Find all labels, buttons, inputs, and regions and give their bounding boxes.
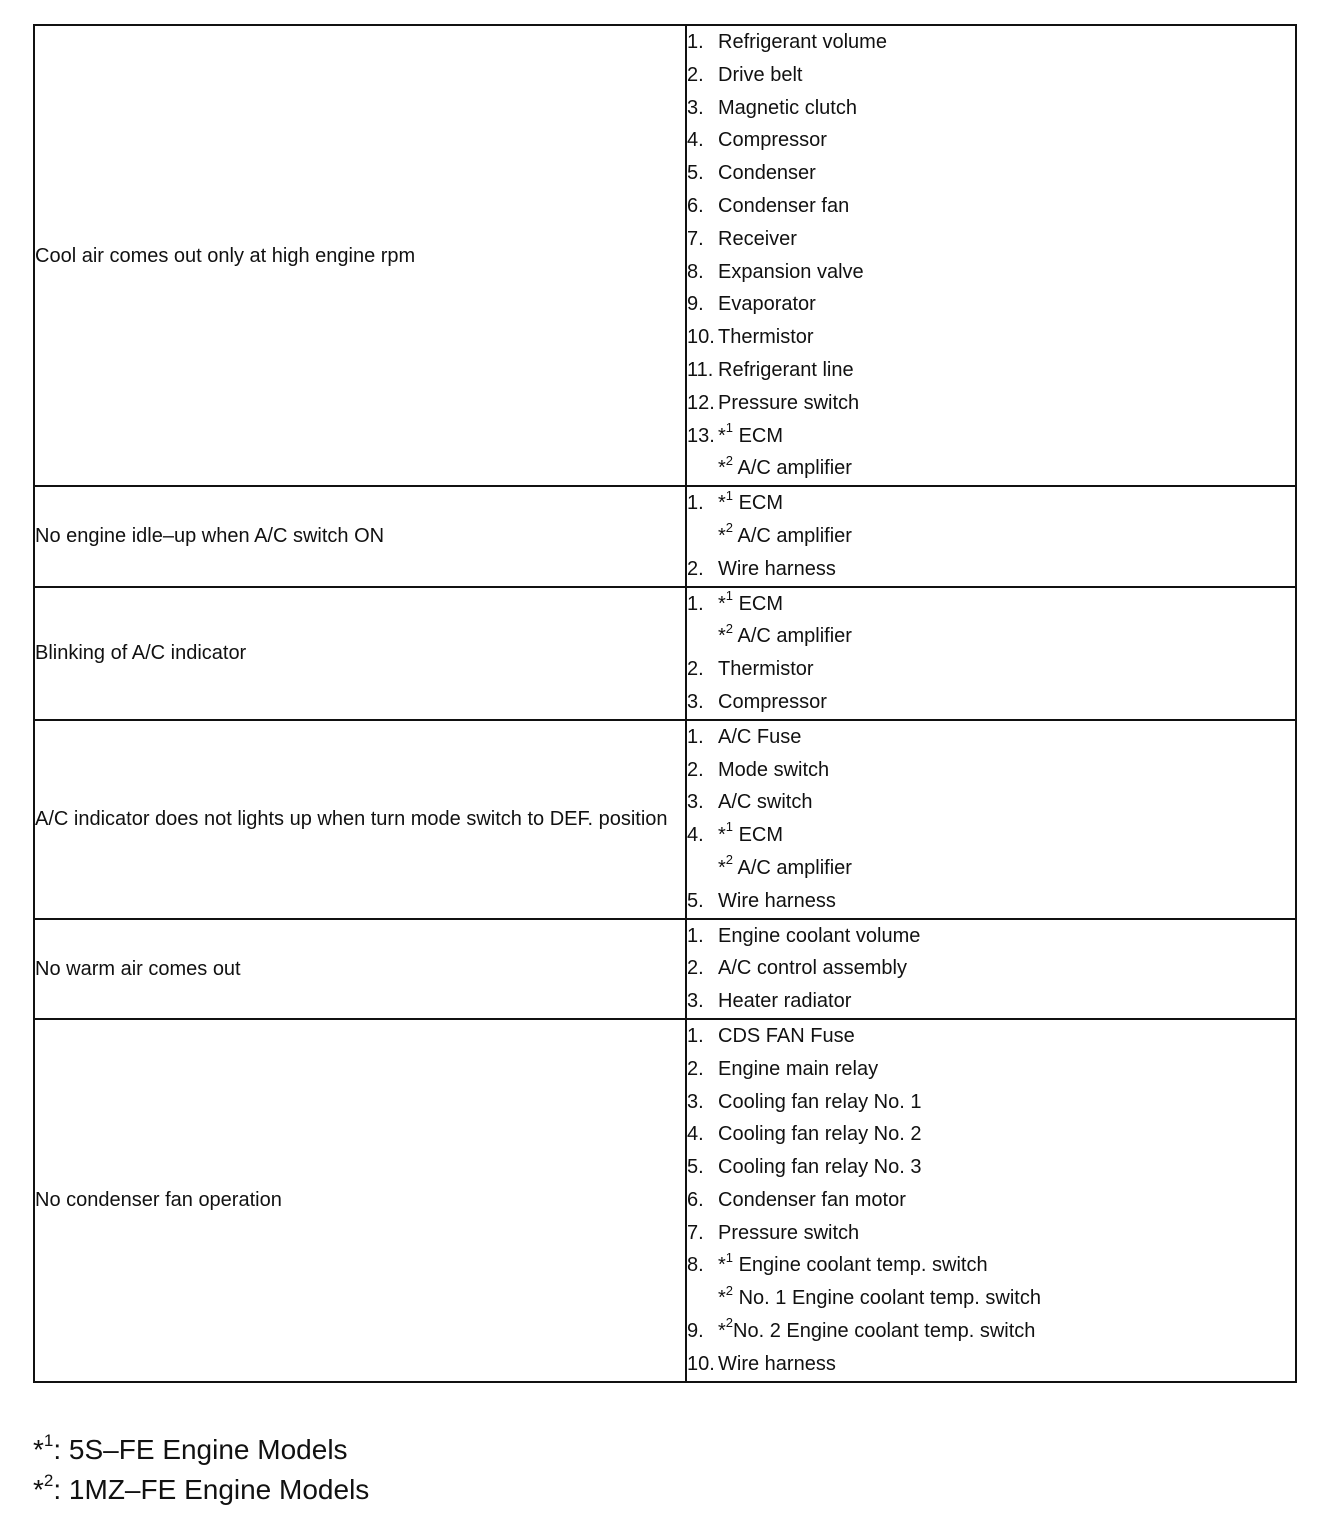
part-item (687, 588, 1295, 621)
part-number: 2. (687, 1057, 704, 1080)
part-number: 1. (687, 492, 704, 515)
part-name: CDS FAN Fuse (718, 1024, 855, 1047)
part-number: 3. (687, 791, 704, 814)
part-number: 2. (687, 557, 704, 580)
parts-cell (686, 919, 1296, 1019)
engine-model-mark: *$^1$ (718, 819, 734, 847)
part-name: No. 2 Engine coolant temp. switch (733, 1320, 1036, 1343)
engine-model-mark: *$^1$ (718, 587, 734, 615)
engine-model-mark-sup: 1 (725, 487, 734, 503)
part-name: Mode switch (718, 758, 830, 781)
part-name: Refrigerant volume (718, 31, 887, 53)
part-name: Refrigerant line (718, 358, 854, 381)
engine-model-mark: *$^2$ (718, 620, 734, 648)
part-name: ECM (733, 492, 784, 515)
part-number: 12. (687, 391, 715, 414)
part-item (687, 721, 1295, 754)
engine-model-mark: *$^2$ (718, 1315, 734, 1343)
part-number: 13. (687, 424, 715, 447)
part-name: Engine main relay (718, 1057, 879, 1080)
part-number: 5. (687, 1156, 704, 1179)
footnote-1 (33, 1430, 369, 1470)
part-number: 4. (687, 129, 704, 152)
part-number: 9. (687, 1320, 704, 1343)
part-name: Drive belt (718, 63, 803, 86)
table-row (34, 919, 1296, 1019)
footnotes (33, 1430, 369, 1510)
part-item (687, 321, 1295, 354)
parts-cell (686, 1019, 1296, 1382)
engine-model-mark: *$^1$ (718, 1249, 734, 1277)
engine-model-mark-sup: 2 (725, 1315, 734, 1331)
part-name: Cooling fan relay No. 2 (718, 1123, 922, 1146)
part-number: 11. (687, 358, 714, 381)
engine-model-mark-sup: 1 (725, 419, 734, 435)
part-number: 1. (687, 1024, 704, 1047)
part-item (687, 1053, 1295, 1086)
part-item (687, 26, 1295, 59)
parts-cell (686, 587, 1296, 720)
part-number: 6. (687, 194, 704, 217)
engine-model-mark-sup: 2 (725, 1282, 734, 1298)
part-number: 3. (687, 990, 704, 1013)
symptom-cell: A/C indicator does not lights up when turn mode switch to DEF. position (34, 720, 686, 919)
symptom-cell: Cool air comes out only at high engine rpm (34, 25, 686, 486)
table-row (34, 720, 1296, 919)
engine-model-mark: *$^2$ (718, 1282, 734, 1310)
part-item (687, 920, 1295, 953)
part-name: A/C Fuse (718, 725, 802, 748)
part-number: 1. (687, 592, 704, 615)
engine-model-mark: *$^1$ (718, 419, 734, 447)
part-item (687, 885, 1295, 918)
part-item (687, 1282, 1295, 1315)
part-item (687, 190, 1295, 223)
part-name: Engine coolant temp. switch (733, 1254, 988, 1277)
table-row (34, 486, 1296, 586)
footnote-mark-sup: 2 (43, 1470, 54, 1490)
part-name: Condenser fan motor (718, 1188, 906, 1211)
part-item (687, 653, 1295, 686)
part-name: Condenser (718, 162, 816, 185)
part-number: 2. (687, 658, 704, 681)
engine-model-mark: *$^2$ (718, 520, 734, 547)
part-number: 3. (687, 96, 704, 119)
part-name: Wire harness (718, 1352, 836, 1375)
part-number: 5. (687, 162, 704, 185)
part-item (687, 124, 1295, 157)
footnote-text: : 5S–FE Engine Models (53, 1434, 348, 1465)
part-name: Pressure switch (718, 1221, 860, 1244)
part-name: Receiver (718, 227, 797, 250)
part-item (687, 819, 1295, 852)
part-number: 1. (687, 924, 704, 947)
part-name: Compressor (718, 690, 827, 713)
footnote-mark: *$^2$ (33, 1470, 54, 1505)
part-item (687, 420, 1295, 453)
part-number: 2. (687, 957, 704, 980)
part-item (687, 520, 1295, 553)
table-row (34, 587, 1296, 720)
footnote-text: : 1MZ–FE Engine Models (53, 1474, 370, 1505)
part-name: Heater radiator (718, 990, 852, 1013)
part-name: Evaporator (718, 293, 816, 316)
part-number: 2. (687, 63, 704, 86)
part-item (687, 1151, 1295, 1184)
part-name: A/C amplifier (733, 856, 852, 879)
table-row (34, 1019, 1296, 1382)
footnote-mark-sup: 1 (43, 1430, 54, 1450)
parts-cell (686, 486, 1296, 586)
footnote-2 (33, 1470, 369, 1510)
parts-cell (686, 25, 1296, 486)
part-item (687, 256, 1295, 289)
engine-model-mark: *$^2$ (718, 852, 734, 879)
part-number: 1. (687, 31, 704, 53)
engine-model-mark: *$^2$ (718, 452, 734, 480)
part-item (687, 553, 1295, 586)
part-number: 8. (687, 1254, 704, 1277)
symptom-cell: No engine idle–up when A/C switch ON (34, 486, 686, 586)
part-item (687, 1020, 1295, 1053)
part-item (687, 59, 1295, 92)
part-item (687, 686, 1295, 719)
part-item (687, 223, 1295, 256)
engine-model-mark-sup: 2 (725, 620, 734, 636)
part-name: A/C amplifier (733, 625, 852, 648)
part-item (687, 952, 1295, 985)
symptom-cell: Blinking of A/C indicator (34, 587, 686, 720)
engine-model-mark-sup: 2 (725, 852, 734, 868)
part-number: 3. (687, 1090, 704, 1113)
part-name: Cooling fan relay No. 3 (718, 1156, 922, 1179)
part-item (687, 1249, 1295, 1282)
part-number: 4. (687, 824, 704, 847)
table-row (34, 25, 1296, 486)
part-number: 7. (687, 227, 704, 250)
part-item (687, 1348, 1295, 1381)
part-number: 4. (687, 1123, 704, 1146)
symptom-cell: No warm air comes out (34, 919, 686, 1019)
part-item (687, 157, 1295, 190)
part-name: ECM (733, 824, 784, 847)
part-name: ECM (733, 424, 784, 447)
part-item (687, 354, 1295, 387)
part-number: 10. (687, 1352, 715, 1375)
part-item (687, 620, 1295, 653)
troubleshooting-table (33, 24, 1297, 1383)
part-name: Expansion valve (718, 260, 864, 283)
part-number: 1. (687, 725, 704, 748)
part-name: Pressure switch (718, 391, 860, 414)
part-item (687, 1118, 1295, 1151)
footnote-mark: *$^1$ (33, 1430, 54, 1465)
part-item (687, 452, 1295, 485)
part-name: Condenser fan (718, 194, 850, 217)
engine-model-mark-sup: 1 (725, 819, 734, 835)
part-item (687, 487, 1295, 520)
part-number: 3. (687, 690, 704, 713)
part-name: Thermistor (718, 658, 814, 681)
part-name: ECM (733, 592, 784, 615)
engine-model-mark-sup: 1 (725, 1249, 734, 1265)
part-item (687, 1086, 1295, 1119)
part-number: 10. (687, 326, 715, 349)
part-item (687, 985, 1295, 1018)
part-name: No. 1 Engine coolant temp. switch (733, 1287, 1041, 1310)
part-item (687, 1315, 1295, 1348)
symptom-cell: No condenser fan operation (34, 1019, 686, 1382)
part-name: Magnetic clutch (718, 96, 857, 119)
part-name: A/C switch (718, 791, 813, 814)
part-item (687, 1184, 1295, 1217)
engine-model-mark: *$^1$ (718, 487, 734, 515)
part-item (687, 92, 1295, 125)
part-name: A/C amplifier (733, 457, 852, 480)
part-number: 7. (687, 1221, 704, 1244)
part-name: Thermistor (718, 326, 814, 349)
engine-model-mark-sup: 2 (725, 452, 734, 468)
part-name: Compressor (718, 129, 827, 152)
part-item (687, 387, 1295, 420)
engine-model-mark-sup: 1 (725, 587, 734, 603)
part-item (687, 288, 1295, 321)
part-number: 5. (687, 889, 704, 912)
part-name: A/C control assembly (718, 957, 907, 980)
part-number: 6. (687, 1188, 704, 1211)
part-item (687, 852, 1295, 885)
part-name: Wire harness (718, 889, 836, 912)
part-name: A/C amplifier (733, 524, 852, 547)
part-item (687, 754, 1295, 787)
part-item (687, 1217, 1295, 1250)
parts-cell (686, 720, 1296, 919)
part-name: Engine coolant volume (718, 924, 921, 947)
part-name: Cooling fan relay No. 1 (718, 1090, 922, 1113)
table-body (34, 25, 1296, 1382)
part-number: 2. (687, 758, 704, 781)
part-number: 9. (687, 293, 704, 316)
part-name: Wire harness (718, 557, 836, 580)
engine-model-mark-sup: 2 (725, 520, 734, 536)
part-item (687, 786, 1295, 819)
part-number: 8. (687, 260, 704, 283)
